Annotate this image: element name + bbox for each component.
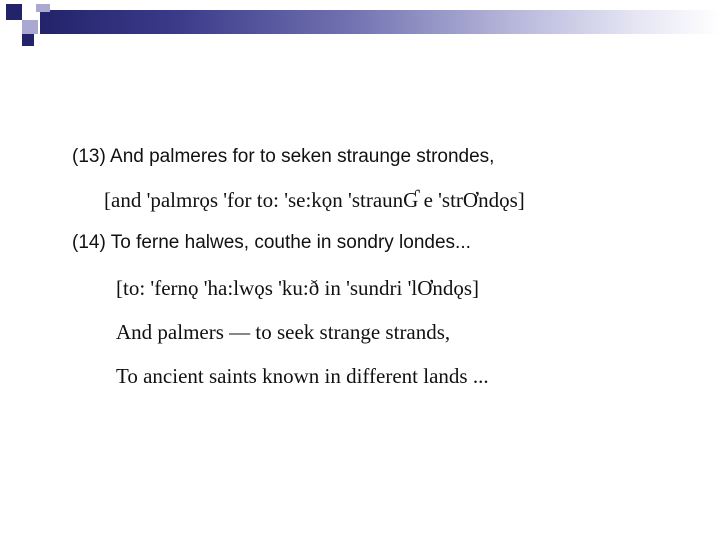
translation-line-1: And palmers — to seek strange strands, <box>116 320 451 344</box>
example-14-middle-english: (14) To ferne halwes, couthe in sondry londes... <box>72 232 471 253</box>
example-13-transcription: [and 'palmrǫs 'for to: 'se:kǫn 'straunƓ e 'strƠndǫs] <box>104 188 525 212</box>
example-13-middle-english: (13) And palmeres for to seken straunge strondes, <box>72 146 495 167</box>
translation-line-2: To ancient saints known in different lands ... <box>116 364 489 388</box>
example-14-transcription: [to: 'fernǫ 'ha:lwǫs 'ku:ð in 'sundri 'lƠndǫs] <box>116 276 480 300</box>
